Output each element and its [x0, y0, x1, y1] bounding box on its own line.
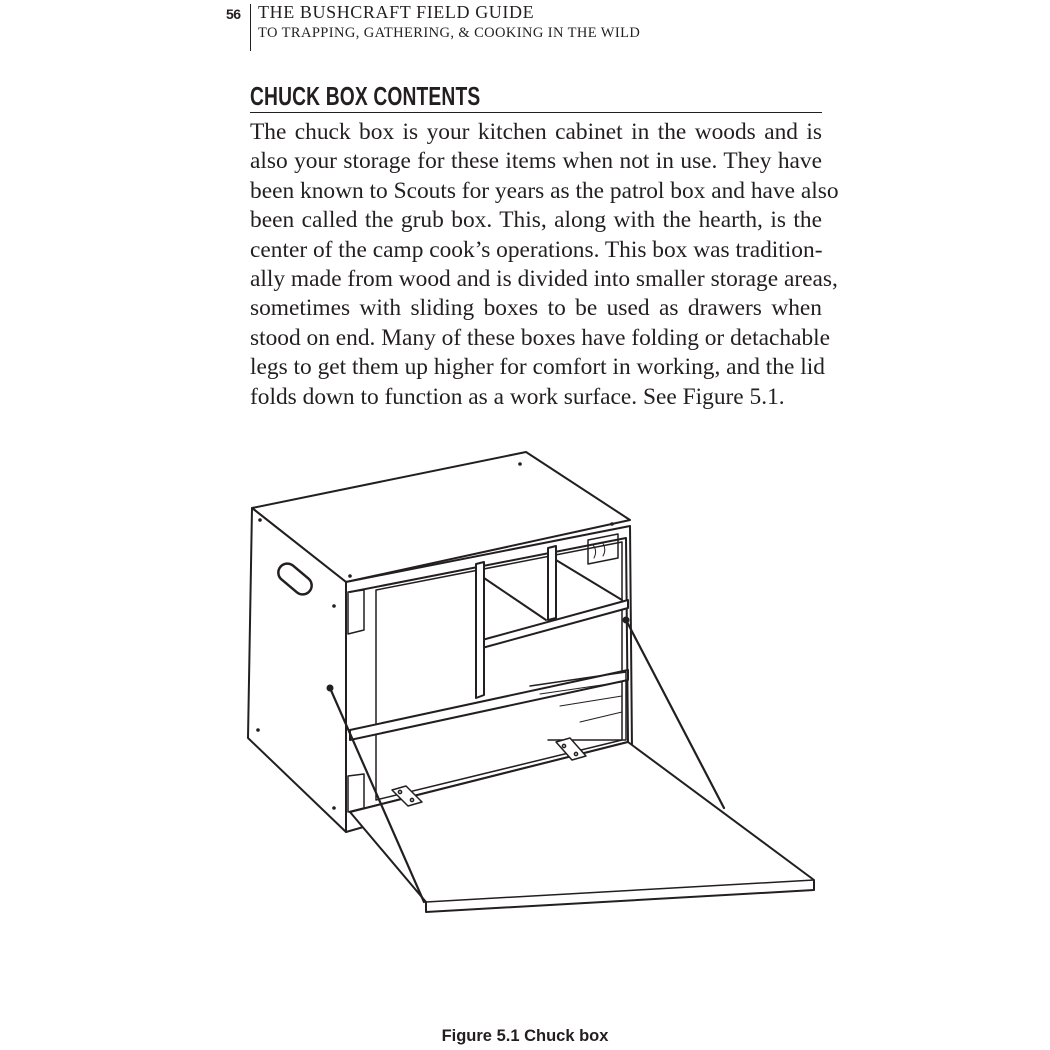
body-line: sometimes with sliding boxes to be used as drawers when [250, 295, 822, 322]
divider-1 [476, 562, 484, 698]
body-line: been known to Scouts for years as the patrol box and have also [250, 177, 839, 204]
body-line: The chuck box is your kitchen cabinet in the woods and is [250, 119, 822, 145]
chuck-box-illustration [230, 440, 830, 920]
body-line: legs to get them up higher for comfort in working, and the lid [250, 354, 825, 381]
figure-caption: Figure 5.1 Chuck box [441, 1027, 609, 1045]
divider-2 [548, 546, 556, 620]
page-number: 56 [226, 6, 241, 22]
body-paragraph [250, 118, 839, 412]
section-heading [250, 80, 822, 113]
section-heading-text: CHUCK BOX CONTENTS [250, 81, 481, 111]
header-divider [250, 4, 251, 51]
body-line: been called the grub box. This, along with the hearth, is the [250, 207, 822, 234]
body-line: center of the camp cook’s operations. This box was tradition- [250, 236, 823, 263]
body-line: also your storage for these items when not in use. They have [250, 148, 822, 175]
book-title: THE BUSHCRAFT FIELD GUIDE [258, 2, 535, 22]
body-line: ally made from wood and is divided into smaller storage areas, [250, 265, 838, 292]
book-subtitle: TO TRAPPING, GATHERING, & COOKING IN THE WILD [258, 25, 641, 41]
body-line: folds down to function as a work surface. See Figure 5.1. [250, 383, 785, 410]
body-line: stood on end. Many of these boxes have folding or detachable [250, 324, 831, 351]
chuck-box-figure [230, 440, 830, 920]
